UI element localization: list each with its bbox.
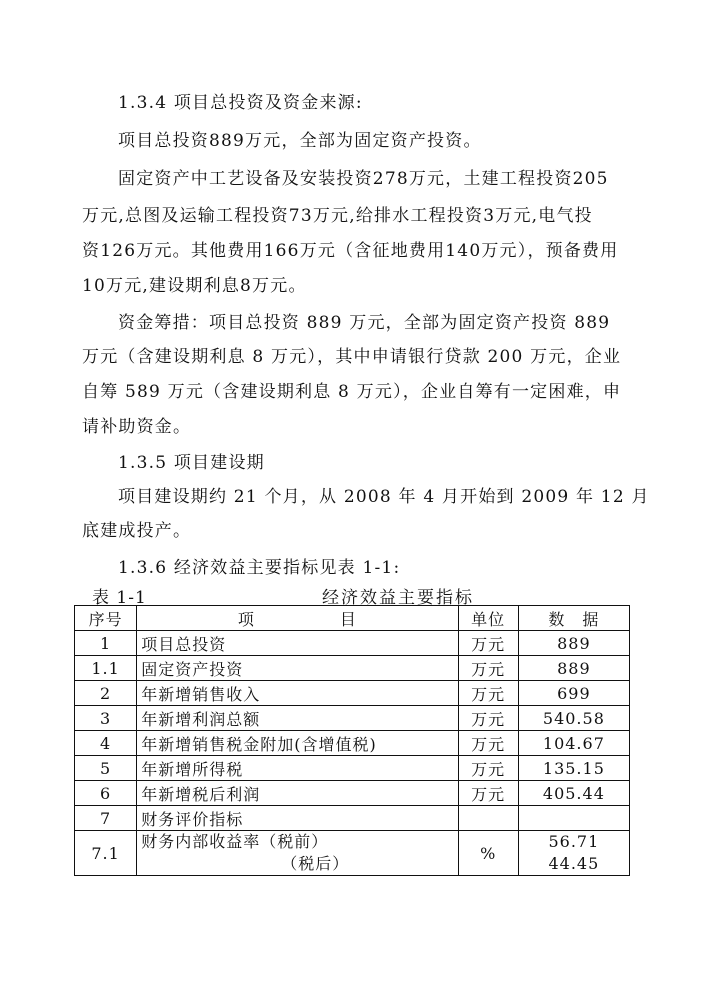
row-item: 年新增销售收入 [137, 681, 458, 706]
paragraph-fixed-assets-line3: 资126万元。其他费用166万元（含征地费用140万元），预备费用 [82, 241, 619, 261]
row-value: 405.44 [518, 781, 629, 806]
row-unit: % [458, 831, 518, 876]
paragraph-total-investment: 项目总投资889万元，全部为固定资产投资。 [118, 131, 482, 151]
table-header-row [75, 606, 630, 631]
row-unit: 万元 [458, 781, 518, 806]
row-item: 固定资产投资 [137, 656, 458, 681]
row-unit: 万元 [458, 631, 518, 656]
table-row [75, 631, 630, 656]
table-row [75, 731, 630, 756]
table-row-irr [75, 831, 630, 876]
row-no: 6 [75, 781, 137, 806]
row-value: 889 [518, 656, 629, 681]
row-no: 5 [75, 756, 137, 781]
row-value: 699 [518, 681, 629, 706]
row-item: 项目总投资 [137, 631, 458, 656]
paragraph-construction-line2: 底建成投产。 [82, 521, 192, 541]
irr-post-tax-value: 44.45 [548, 854, 600, 873]
paragraph-fixed-assets-line2: 万元,总图及运输工程投资73万元,给排水工程投资3万元,电气投 [82, 206, 593, 226]
economic-indicators-table [74, 605, 630, 876]
row-value-irr [518, 831, 629, 876]
irr-pre-tax-label: 财务内部收益率（税前） [141, 832, 329, 851]
paragraph-fixed-assets-line1: 固定资产中工艺设备及安装投资278万元，土建工程投资205 [118, 169, 609, 189]
section-134-heading: 1.3.4 项目总投资及资金来源: [118, 93, 363, 113]
header-unit: 单位 [458, 606, 518, 631]
row-item: 年新增税后利润 [137, 781, 458, 806]
row-no: 2 [75, 681, 137, 706]
paragraph-funding-line3: 自筹 589 万元（含建设期利息 8 万元），企业自筹有一定困难，申 [82, 382, 622, 402]
row-value: 135.15 [518, 756, 629, 781]
row-no: 1.1 [75, 656, 137, 681]
row-unit: 万元 [458, 706, 518, 731]
row-value [518, 806, 629, 831]
row-unit: 万元 [458, 756, 518, 781]
row-unit: 万元 [458, 681, 518, 706]
table-row [75, 806, 630, 831]
row-item: 年新增销售税金附加(含增值税) [137, 731, 458, 756]
irr-post-tax-label: （税后） [281, 854, 350, 873]
paragraph-funding-line2: 万元（含建设期利息 8 万元），其中申请银行贷款 200 万元，企业 [82, 347, 622, 367]
section-135-heading: 1.3.5 项目建设期 [118, 453, 265, 473]
row-item: 年新增所得税 [137, 756, 458, 781]
irr-pre-tax-value: 56.71 [548, 832, 600, 851]
row-value: 104.67 [518, 731, 629, 756]
table-row [75, 656, 630, 681]
table-label: 表 1-1 [92, 588, 147, 608]
row-unit [458, 806, 518, 831]
row-no: 4 [75, 731, 137, 756]
row-value: 540.58 [518, 706, 629, 731]
row-unit: 万元 [458, 656, 518, 681]
table-row [75, 781, 630, 806]
row-item-irr [137, 831, 458, 876]
table-title: 经济效益主要指标 [322, 588, 474, 608]
row-no: 3 [75, 706, 137, 731]
row-item: 年新增利润总额 [137, 706, 458, 731]
paragraph-construction-line1: 项目建设期约 21 个月，从 2008 年 4 月开始到 2009 年 12 月 [118, 487, 650, 507]
table-row [75, 756, 630, 781]
section-136-heading: 1.3.6 经济效益主要指标见表 1-1: [118, 558, 401, 578]
row-no: 7.1 [75, 831, 137, 876]
row-no: 7 [75, 806, 137, 831]
row-item: 财务评价指标 [137, 806, 458, 831]
row-value: 889 [518, 631, 629, 656]
header-item: 项 目 [137, 606, 458, 631]
paragraph-funding-line4: 请补助资金。 [82, 417, 192, 437]
table-row [75, 681, 630, 706]
row-no: 1 [75, 631, 137, 656]
row-unit: 万元 [458, 731, 518, 756]
paragraph-fixed-assets-line4: 10万元,建设期利息8万元。 [82, 276, 307, 296]
header-no: 序号 [75, 606, 137, 631]
paragraph-funding-line1: 资金筹措：项目总投资 889 万元，全部为固定资产投资 889 [118, 313, 611, 333]
header-value: 数 据 [518, 606, 629, 631]
table-row [75, 706, 630, 731]
